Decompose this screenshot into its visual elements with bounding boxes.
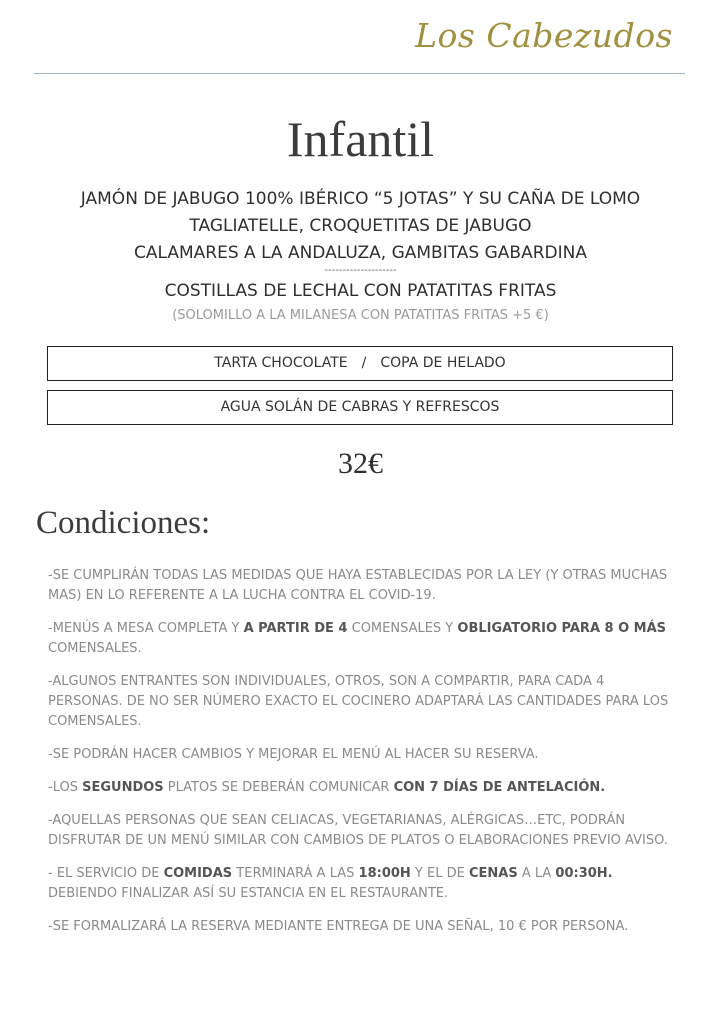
- dessert-separator: /: [361, 355, 367, 371]
- condition-highlight: SEGUNDOS: [82, 780, 164, 795]
- dish-item: JAMÓN DE JABUGO 100% IBÉRICO “5 JOTAS” Y SU CAÑA DE LOMO: [80, 189, 641, 209]
- conditions-title: Condiciones:: [36, 505, 211, 541]
- condition-highlight: 18:00H: [358, 866, 411, 881]
- condition-highlight: 00:30H.: [555, 866, 613, 881]
- condition-item: -SE FORMALIZARÁ LA RESERVA MEDIANTE ENTREGA DE UNA SEÑAL, 10 € POR PERSONA.: [48, 919, 629, 934]
- brand-logo: Los Cabezudos: [415, 16, 673, 55]
- condition-text: Y EL DE: [410, 866, 469, 881]
- condition-text: TERMINARÁ A LAS: [232, 866, 359, 881]
- condition-highlight: CON 7 DÍAS DE ANTELACIÓN.: [393, 780, 606, 795]
- condition-highlight: COMIDAS: [163, 866, 233, 881]
- main-course-alternative: (SOLOMILLO A LA MILANESA CON PATATITAS FRITAS +5 €): [172, 308, 549, 323]
- condition-text: COMENSALES Y: [347, 621, 458, 636]
- condition-highlight: CENAS: [468, 866, 518, 881]
- dish-separator: --------------------: [324, 265, 397, 276]
- dessert-option: COPA DE HELADO: [380, 355, 506, 371]
- condition-text: -MENÚS A MESA COMPLETA Y: [48, 621, 244, 636]
- main-course: COSTILLAS DE LECHAL CON PATATITAS FRITAS: [164, 281, 557, 301]
- condition-text: -LOS: [48, 780, 83, 795]
- condition-text: DEBIENDO FINALIZAR ASÍ SU ESTANCIA EN EL RESTAURANTE.: [48, 886, 449, 901]
- condition-item: -AQUELLAS PERSONAS QUE SEAN CELIACAS, VEGETARIANAS, ALÉRGICAS…ETC, PODRÁN DISFRUTAR DE UN MENÚ SIMILAR CON CAMBIOS DE PLATOS O ELABORACIONES PREVIO AVISO.: [48, 813, 668, 848]
- condition-item: [48, 778, 680, 798]
- condition-highlight: OBLIGATORIO PARA 8 O MÁS: [457, 621, 667, 636]
- dessert-option: TARTA CHOCOLATE: [214, 355, 348, 371]
- condition-text: - EL SERVICIO DE: [48, 866, 164, 881]
- condition-item: [48, 864, 680, 904]
- condition-item: -SE CUMPLIRÁN TODAS LAS MEDIDAS QUE HAYA ESTABLECIDAS POR LA LEY (Y OTRAS MUCHAS MAS) EN LO REFERENTE A LA LUCHA CONTRA EL COVID-19.: [48, 568, 668, 603]
- condition-text: COMENSALES.: [48, 641, 142, 656]
- dessert-box: [47, 346, 673, 381]
- header-divider: [34, 73, 685, 74]
- condition-item: -SE PODRÁN HACER CAMBIOS Y MEJORAR EL MENÚ AL HACER SU RESERVA.: [48, 747, 539, 762]
- condition-text: A LA: [517, 866, 556, 881]
- menu-price: 32€: [338, 447, 383, 480]
- dish-item: CALAMARES A LA ANDALUZA, GAMBITAS GABARDINA: [134, 243, 587, 263]
- condition-highlight: A PARTIR DE 4: [243, 621, 348, 636]
- conditions-list: [48, 566, 680, 950]
- condition-text: PLATOS SE DEBERÁN COMUNICAR: [163, 780, 394, 795]
- dish-item: TAGLIATELLE, CROQUETITAS DE JABUGO: [189, 216, 532, 236]
- condition-item: -ALGUNOS ENTRANTES SON INDIVIDUALES, OTROS, SON A COMPARTIR, PARA CADA 4 PERSONAS. DE NO SER NÚMERO EXACTO EL COCINERO ADAPTARÁ LAS CANTIDADES PARA LOS COMENSALES.: [48, 674, 669, 729]
- drinks-box: AGUA SOLÁN DE CABRAS Y REFRESCOS: [47, 390, 673, 425]
- menu-title: Infantil: [286, 111, 435, 167]
- dish-list: [0, 186, 721, 327]
- condition-item: [48, 619, 680, 659]
